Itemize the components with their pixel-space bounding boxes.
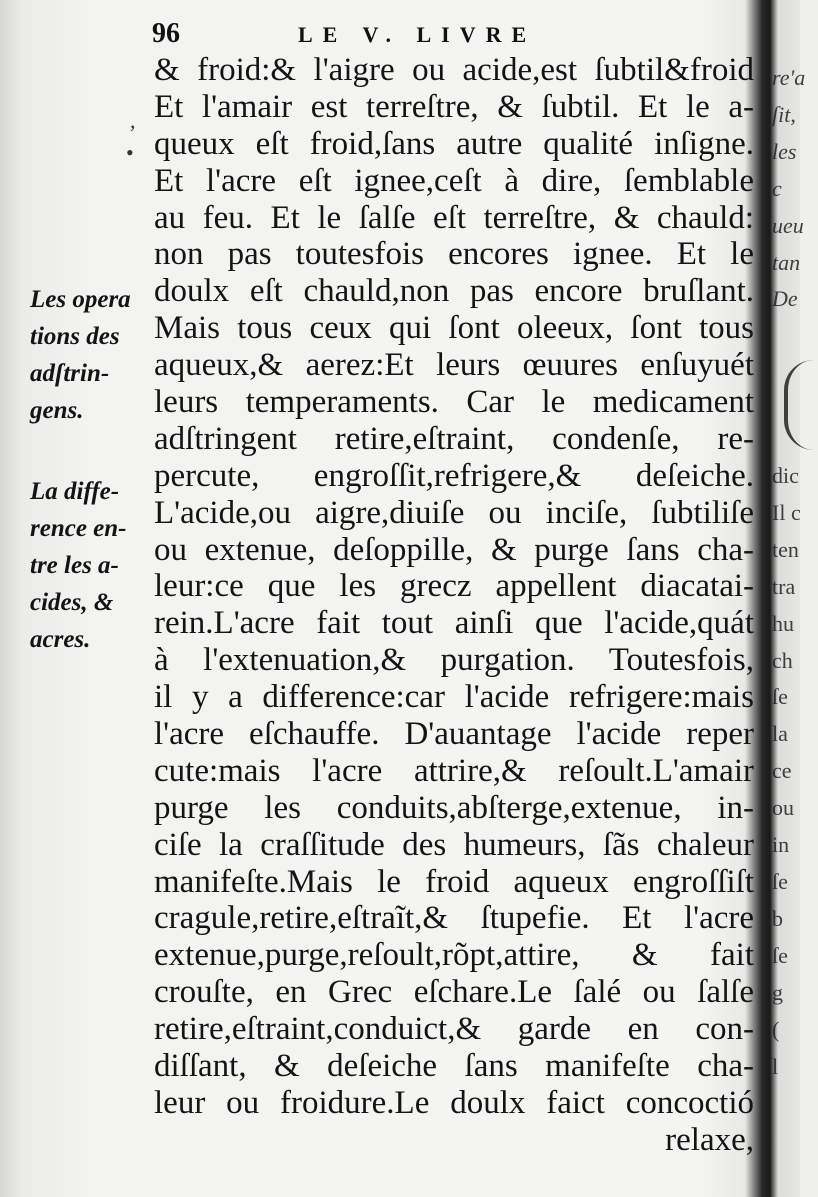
text-line: il y a difference:car l'acide refrigere:mais [154, 679, 754, 716]
text-line: crouſte, en Grec eſchare.Le ſalé ou ſalſe [154, 974, 754, 1011]
text-line: ciſe la craſſitude des humeurs, ſãs chaleur [154, 826, 754, 863]
text-line: doulx eſt chauld,non pas encore bruſlant. [154, 273, 754, 310]
text-line: cragule,retire,eſtraĩt,& ſtupefie. Et l'acre [154, 900, 754, 937]
text-line: au feu. Et le ſalſe eſt terreſtre, & chauld: [154, 199, 754, 236]
text-line: rein.L'acre fait tout ainſi que l'acide,quát [154, 605, 754, 642]
text-line: purge les conduits,abſterge,extenue, in- [154, 789, 754, 826]
text-line: l'acre eſchauffe. D'auantage l'acide reper [154, 716, 754, 753]
text-line: leurs temperaments. Car le medicament [154, 384, 754, 421]
margin-note-operations: Les opera tions des adſtrin- gens. [30, 286, 131, 424]
text-line: percute, engroſſit,refrigere,& deſeiche. [154, 457, 754, 494]
text-line: ou extenue, deſoppille, & purge ſans cha- [154, 531, 754, 568]
text-line: à l'extenuation,& purgation. Toutesfois, [154, 642, 754, 679]
text-line: aqueux,& aerez:Et leurs œuures enſuyuét [154, 347, 754, 384]
ink-speck: • [126, 140, 134, 165]
text-line: relaxe, [665, 1121, 754, 1158]
text-line: leur ou froidure.Le doulx faict concoctió [154, 1084, 754, 1121]
ink-speck: , [130, 108, 136, 133]
main-text-block [154, 52, 754, 1159]
facing-page-bracket-mark [784, 360, 818, 450]
text-line: extenue,purge,reſoult,rõpt,attire, & fait [154, 937, 754, 974]
text-line: & froid:& l'aigre ou acide,est ſubtil&froid [154, 52, 754, 88]
text-line: adſtringent retire,eſtraint, condenſe, re- [154, 420, 754, 457]
text-line: Et l'acre eſt ignee,ceſt à dire, ſemblable [154, 162, 754, 199]
margin-note-difference: La diffe- rence en- tre les a- cides, & acres. [30, 478, 127, 653]
text-line: manifeſte.Mais le froid aqueux engroſſiſt [154, 863, 754, 900]
text-line: leur:ce que les grecz appellent diacatai- [154, 568, 754, 605]
text-line: diſſant, & deſeiche ſans manifeſte cha- [154, 1048, 754, 1085]
page-header [152, 18, 536, 50]
facing-page-bleed-bottom: dic Il c ten tra hu ch ſe la ce ou in ſe b ſe g ( l [772, 463, 801, 1079]
text-line: L'acide,ou aigre,diuiſe ou inciſe, ſubtiliſe [154, 494, 754, 531]
page-number: 96 [152, 18, 180, 49]
text-line: Et l'amair est terreſtre, & ſubtil. Et le a- [154, 88, 754, 125]
text-line: non pas toutesfois encores ignee. Et le [154, 236, 754, 273]
facing-page-bleed-top: re'a ſit, les c ueu tan De [772, 65, 806, 312]
text-line: cute:mais l'acre attrire,& reſoult.L'amair [154, 752, 754, 789]
text-line: Mais tous ceux qui ſont oleeux, ſont tous [154, 310, 754, 347]
text-line: queux eſt froid,ſans autre qualité inſigne. [154, 125, 754, 162]
text-line: retire,eſtraint,conduict,& garde en con- [154, 1011, 754, 1048]
running-title: LE V. LIVRE [298, 22, 537, 47]
